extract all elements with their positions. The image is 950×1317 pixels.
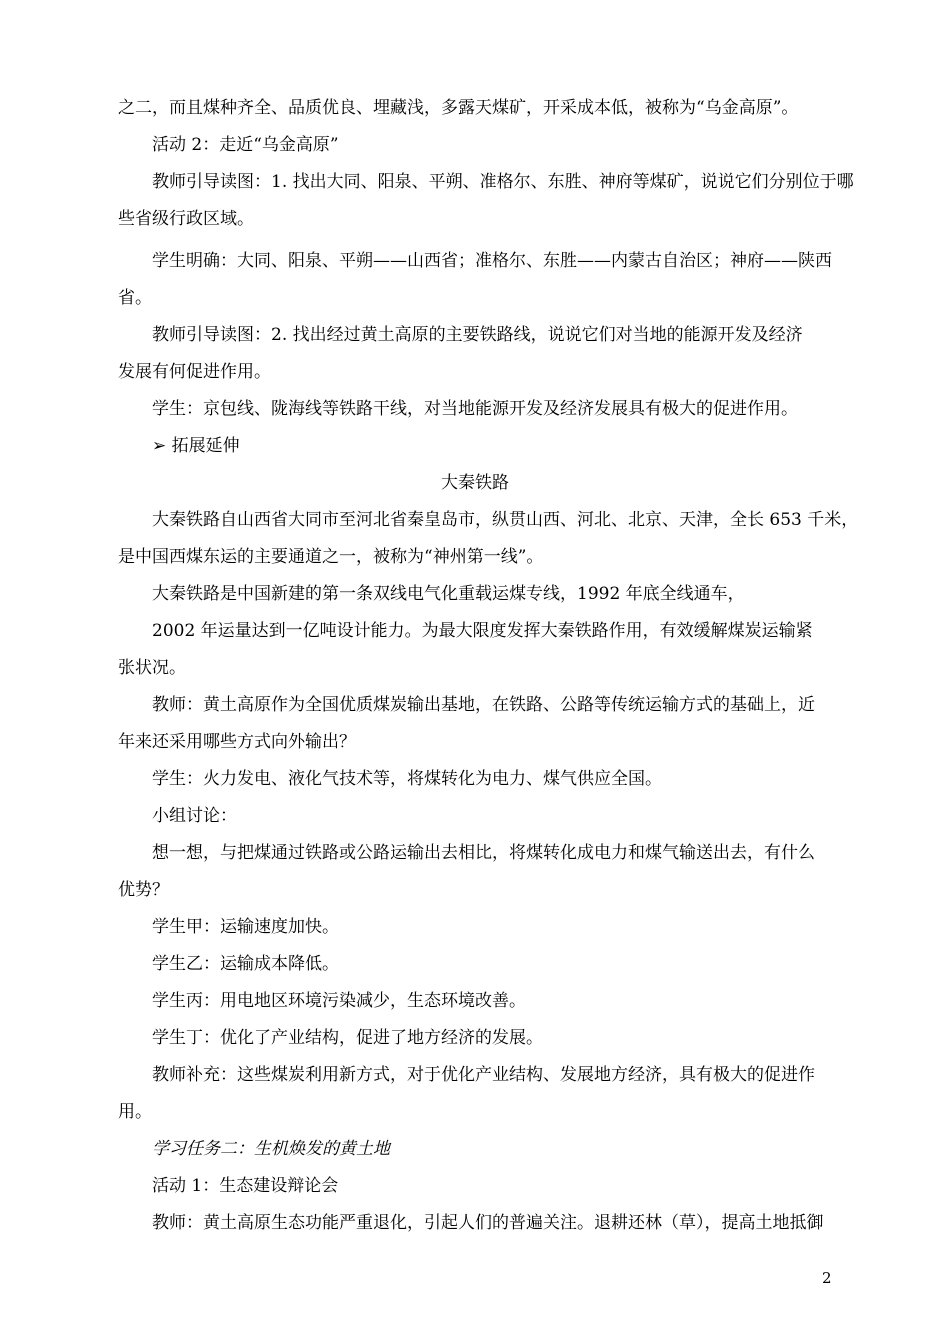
text-line-28: 用。	[118, 1102, 152, 1122]
section-title: 大秦铁路	[441, 473, 509, 493]
text-line-19: 学生：火力发电、液化气技术等，将煤转化为电力、煤气供应全国。	[152, 769, 662, 789]
text-line-4: 些省级行政区域。	[118, 209, 254, 229]
text-line-25: 学生丙：用电地区环境污染减少，生态环境改善。	[152, 991, 526, 1011]
text-line-7: 教师引导读图：2. 找出经过黄土高原的主要铁路线，说说它们对当地的能源开发及经济	[152, 325, 803, 345]
text-line-1: 之二，而且煤种齐全、品质优良、埋藏浅，多露天煤矿，开采成本低，被称为“乌金高原”。	[118, 98, 799, 118]
text-line-5: 学生明确：大同、阳泉、平朔——山西省；准格尔、东胜——内蒙古自治区；神府——陕西	[152, 251, 832, 271]
text-line-21: 想一想，与把煤通过铁路或公路运输出去相比，将煤转化成电力和煤气输送出去，有什么	[152, 843, 815, 863]
text-line-26: 学生丁：优化了产业结构，促进了地方经济的发展。	[152, 1028, 543, 1048]
text-line-22: 优势？	[118, 880, 169, 900]
text-line-15: 2002 年运量达到一亿吨设计能力。为最大限度发挥大秦铁路作用，有效缓解煤炭运输紧	[152, 621, 813, 641]
text-line-8: 发展有何促进作用。	[118, 362, 271, 382]
text-line-14: 大秦铁路是中国新建的第一条双线电气化重载运煤专线，1992 年底全线通车，	[152, 584, 745, 604]
text-line-31: 教师：黄土高原生态功能严重退化，引起人们的普遍关注。退耕还林（草），提高土地抵御	[152, 1213, 824, 1233]
page-number: 2	[822, 1269, 832, 1287]
text-line-9: 学生：京包线、陇海线等铁路干线，对当地能源开发及经济发展具有极大的促进作用。	[152, 399, 798, 419]
text-line-13: 是中国西煤东运的主要通道之一，被称为“神州第一线”。	[118, 547, 544, 567]
task-heading: 学习任务二：生机焕发的黄土地	[152, 1139, 390, 1159]
text-line-16: 张状况。	[118, 658, 186, 678]
extension-heading: ➢ 拓展延伸	[152, 436, 240, 456]
text-line-2: 活动 2：走近“乌金高原”	[152, 135, 339, 155]
text-line-30: 活动 1：生态建设辩论会	[152, 1176, 339, 1196]
text-line-23: 学生甲：运输速度加快。	[152, 917, 339, 937]
text-line-24: 学生乙：运输成本降低。	[152, 954, 339, 974]
text-line-3: 教师引导读图：1. 找出大同、阳泉、平朔、准格尔、东胜、神府等煤矿，说说它们分别位于哪	[152, 172, 854, 192]
text-line-20: 小组讨论：	[152, 806, 237, 826]
text-line-12: 大秦铁路自山西省大同市至河北省秦皇岛市，纵贯山西、河北、北京、天津，全长 653 千米，	[152, 510, 859, 530]
text-line-27: 教师补充：这些煤炭利用新方式，对于优化产业结构、发展地方经济，具有极大的促进作	[152, 1065, 815, 1085]
text-line-6: 省。	[118, 288, 152, 308]
text-line-18: 年来还采用哪些方式向外输出？	[118, 732, 356, 752]
text-line-17: 教师：黄土高原作为全国优质煤炭输出基地，在铁路、公路等传统运输方式的基础上，近	[152, 695, 815, 715]
